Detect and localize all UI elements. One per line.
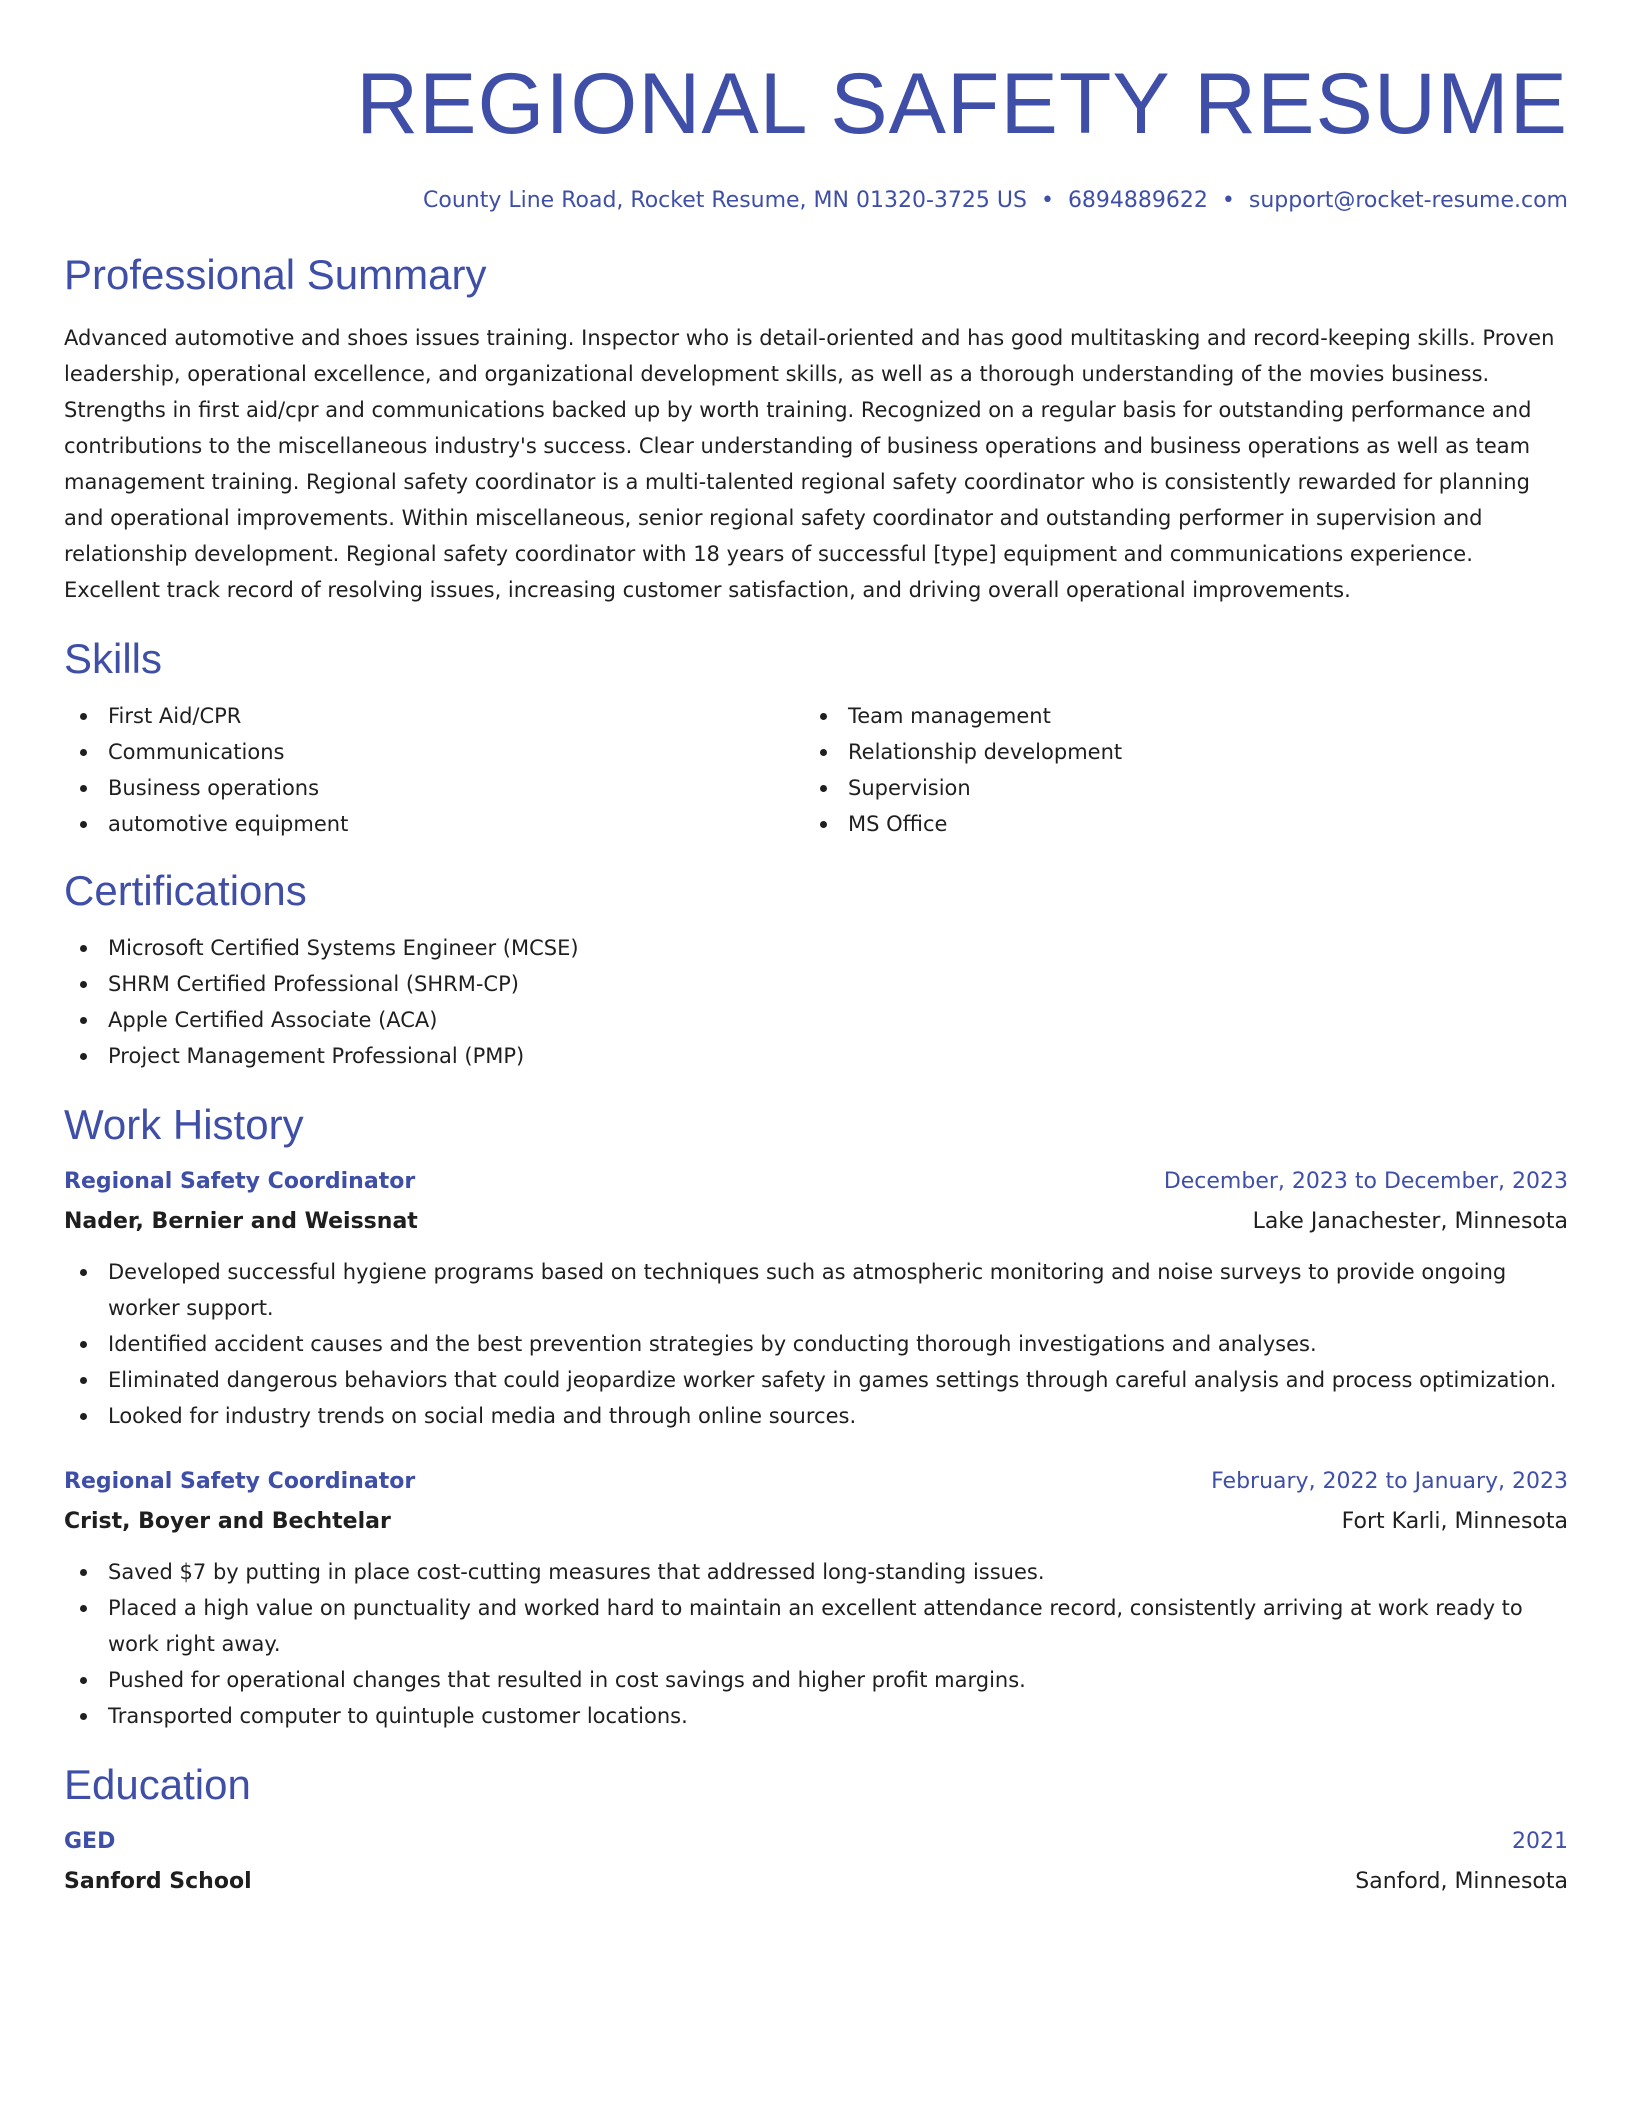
job-bullet: Eliminated dangerous behaviors that could jeopardize worker safety in games settings through careful analysis and process optimization. (64, 1362, 1568, 1398)
education-location: Sanford, Minnesota (1355, 1869, 1568, 1894)
job-company: Nader, Bernier and Weissnat (64, 1209, 418, 1234)
job-title: Regional Safety Coordinator (64, 1169, 416, 1194)
summary-text: Advanced automotive and shoes issues training. Inspector who is detail-oriented and has good multitasking and record-keeping skills. Proven leadership, operational excellence, and organizational development skills, as well as a thorough understanding of the movies business. Strengths in first aid/cpr and communications backed up by worth training. Recognized on a regular basis for outstanding performance and contributions to the miscellaneous industry's success. Clear understanding of business operations and business operations as well as team management training. Regional safety coordinator is a multi-talented regional safety coordinator who is consistently rewarded for planning and operational improvements. Within miscellaneous, senior regional safety coordinator and outstanding performer in supervision and relationship development. Regional safety coordinator with 18 years of successful [type] equipment and communications experience. Excellent track record of resolving issues, increasing customer satisfaction, and driving overall operational improvements. (64, 326, 1555, 602)
job-bullet: Pushed for operational changes that resulted in cost savings and higher profit margins. (64, 1662, 1568, 1698)
job-bullet: Looked for industry trends on social media and through online sources. (64, 1398, 1568, 1434)
job-bullets (64, 1254, 1568, 1434)
summary-section (64, 250, 1568, 608)
job-entry (64, 1164, 1568, 1434)
education-section (64, 1760, 1568, 1900)
contact-separator: • (1040, 188, 1054, 213)
education-header-row (64, 1824, 1568, 1860)
work-history-section (64, 1100, 1568, 1734)
skill-item: Business operations (64, 770, 804, 806)
skills-section (64, 634, 1568, 842)
certification-item: SHRM Certified Professional (SHRM-CP) (64, 966, 1568, 1002)
certifications-heading: Certifications (64, 867, 307, 914)
job-header-row (64, 1464, 1568, 1500)
education-school: Sanford School (64, 1869, 252, 1894)
skill-item: First Aid/CPR (64, 698, 804, 734)
job-bullet: Placed a high value on punctuality and worked hard to maintain an excellent attendance record, consistently arriving at work ready to work right away. (64, 1590, 1568, 1662)
skills-list-right (804, 698, 1544, 842)
job-entry (64, 1464, 1568, 1734)
certification-item: Apple Certified Associate (ACA) (64, 1002, 1568, 1038)
job-bullet: Identified accident causes and the best prevention strategies by conducting thorough investigations and analyses. (64, 1326, 1568, 1362)
job-dates: December, 2023 to December, 2023 (1163, 1169, 1568, 1194)
certifications-section (64, 866, 1568, 1074)
education-heading: Education (64, 1761, 251, 1808)
skill-item: Supervision (804, 770, 1544, 806)
certifications-list (64, 930, 1568, 1074)
skills-list-left (64, 698, 804, 842)
skill-item: Communications (64, 734, 804, 770)
contact-separator: • (1221, 188, 1235, 213)
resume-name: REGIONAL SAFETY RESUME (356, 56, 1568, 152)
education-year: 2021 (1512, 1829, 1568, 1854)
skill-item: Team management (804, 698, 1544, 734)
skill-item: automotive equipment (64, 806, 804, 842)
job-bullets (64, 1554, 1568, 1734)
certification-item: Microsoft Certified Systems Engineer (MCSE) (64, 930, 1568, 966)
job-company-row (64, 1500, 1568, 1540)
job-location: Fort Karli, Minnesota (1341, 1509, 1568, 1534)
skill-item: Relationship development (804, 734, 1544, 770)
summary-heading: Professional Summary (64, 251, 487, 298)
education-degree: GED (64, 1829, 116, 1854)
job-company-row (64, 1200, 1568, 1240)
skill-item: MS Office (804, 806, 1544, 842)
skills-heading: Skills (64, 635, 163, 682)
resume-header (64, 56, 1568, 216)
education-school-row (64, 1860, 1568, 1900)
contact-email[interactable]: support@rocket-resume.com (1248, 188, 1568, 213)
contact-address: County Line Road, Rocket Resume, MN 01320-3725 US (423, 188, 1027, 213)
skills-columns (64, 698, 1568, 842)
work-history-heading: Work History (64, 1101, 304, 1148)
job-title: Regional Safety Coordinator (64, 1469, 416, 1494)
education-entry (64, 1824, 1568, 1900)
contact-phone: 6894889622 (1067, 188, 1208, 213)
job-bullet: Saved $7 by putting in place cost-cutting measures that addressed long-standing issues. (64, 1554, 1568, 1590)
job-bullet: Developed successful hygiene programs based on techniques such as atmospheric monitoring and noise surveys to provide ongoing worker support. (64, 1254, 1568, 1326)
contact-line (64, 186, 1568, 216)
job-bullet: Transported computer to quintuple customer locations. (64, 1698, 1568, 1734)
job-header-row (64, 1164, 1568, 1200)
job-dates: February, 2022 to January, 2023 (1211, 1469, 1568, 1494)
job-company: Crist, Boyer and Bechtelar (64, 1509, 391, 1534)
job-location: Lake Janachester, Minnesota (1252, 1209, 1568, 1234)
certification-item: Project Management Professional (PMP) (64, 1038, 1568, 1074)
